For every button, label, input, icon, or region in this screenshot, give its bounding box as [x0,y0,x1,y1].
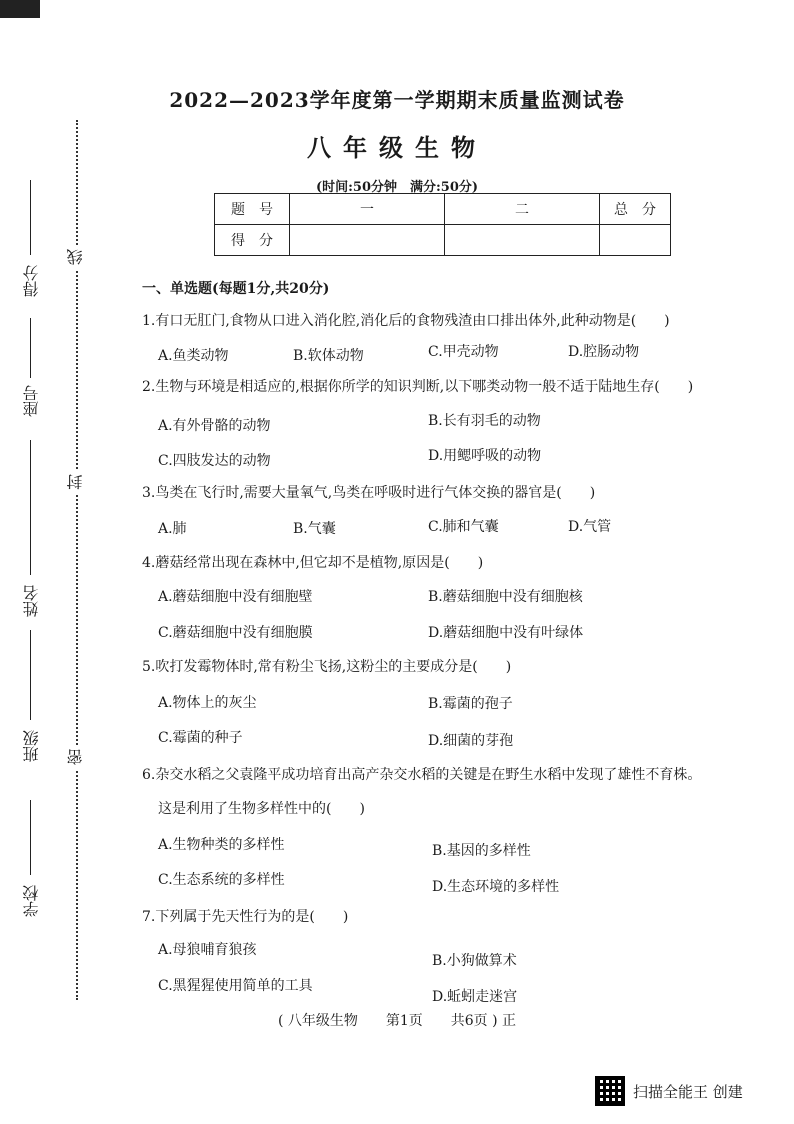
score-table-cell: 总 分 [600,194,671,225]
score-input-cell[interactable] [600,225,671,256]
option[interactable]: D.气管 [568,519,612,535]
option[interactable]: D.蘑菇细胞中没有叶绿体 [428,625,584,641]
section-title: 一、单选题(每题1分,共20分) [142,281,330,297]
seat-label: 座号 [22,385,41,417]
question-stem: 3.鸟类在飞行时,需要大量氧气,鸟类在呼吸时进行气体交换的器官是( ) [142,485,596,501]
seal-xian: 线 [64,245,87,269]
score-input-cell[interactable] [445,225,600,256]
option[interactable]: A.生物种类的多样性 [158,837,285,853]
option[interactable]: C.甲壳动物 [428,344,499,360]
option[interactable]: B.气囊 [293,521,336,537]
question-stem: 1.有口无肛门,食物从口进入消化腔,消化后的食物残渣由口排出体外,此种动物是( ) [142,313,670,329]
seal-feng: 封 [64,470,87,494]
option[interactable]: B.霉菌的孢子 [428,696,513,712]
option[interactable]: C.黑猩猩使用简单的工具 [158,978,313,994]
seal-mi: 密 [64,745,87,769]
qr-code-icon [595,1076,625,1106]
page-footer: ( 八年级生物 第1页 共6页 ) 正 [277,1013,517,1029]
option[interactable]: C.生态系统的多样性 [158,872,285,888]
option[interactable]: B.蘑菇细胞中没有细胞核 [428,589,583,605]
school-blank[interactable] [30,800,31,875]
score-table-cell: 二 [445,194,600,225]
option[interactable]: C.霉菌的种子 [158,730,243,746]
score-table [214,193,671,256]
option[interactable]: D.细菌的芽孢 [428,733,514,749]
question-stem: 4.蘑菇经常出现在森林中,但它却不是植物,原因是( ) [142,555,484,571]
scanner-watermark [595,1076,743,1106]
option[interactable]: A.母狼哺育狼孩 [158,942,257,958]
school-label: 学校 [22,885,41,917]
option[interactable]: C.四肢发达的动物 [158,453,271,469]
question-stem: 7.下列属于先天性行为的是( ) [142,909,349,925]
time-info: (时间:50分钟 满分:50分) [315,180,479,195]
class-label: 班级 [22,730,41,762]
name-label: 姓名 [22,585,41,617]
question-stem: 6.杂交水稻之父袁隆平成功培育出高产杂交水稻的关键是在野生水稻中发现了雄性不育株。 [142,767,702,783]
score-table-cell: 得 分 [215,225,290,256]
option[interactable]: C.肺和气囊 [428,519,499,535]
score-label: 得分 [22,265,41,297]
option[interactable]: A.肺 [158,521,187,537]
score-table-cell: 题 号 [215,194,290,225]
question-stem-continued: 这是利用了生物多样性中的( ) [158,801,365,817]
score-table-cell: 一 [290,194,445,225]
question-stem: 2.生物与环境是相适应的,根据你所学的知识判断,以下哪类动物一般不适于陆地生存( ) [142,379,694,395]
option[interactable]: B.软体动物 [293,348,364,364]
option[interactable]: D.生态环境的多样性 [432,879,560,895]
option[interactable]: A.有外骨骼的动物 [158,418,271,434]
option[interactable]: B.长有羽毛的动物 [428,413,541,429]
option[interactable]: D.腔肠动物 [568,344,640,360]
subject-title: 八年级生物 [307,133,487,162]
exam-title: 2022—2023学年度第一学期期末质量监测试卷 [169,88,625,112]
seat-blank[interactable] [30,318,31,378]
watermark-text: 扫描全能王 创建 [633,1082,743,1101]
option[interactable]: D.蚯蚓走迷宫 [432,989,518,1005]
class-blank[interactable] [30,630,31,720]
name-blank[interactable] [30,440,31,575]
option[interactable]: A.物体上的灰尘 [158,695,257,711]
option[interactable]: D.用鳃呼吸的动物 [428,448,542,464]
scan-corner-mark [0,0,40,18]
score-input-cell[interactable] [290,225,445,256]
option[interactable]: A.鱼类动物 [158,348,229,364]
score-table-header-row [215,194,671,225]
option[interactable]: C.蘑菇细胞中没有细胞膜 [158,625,313,641]
option[interactable]: B.基因的多样性 [432,843,531,859]
score-table-score-row [215,225,671,256]
option[interactable]: B.小狗做算术 [432,953,517,969]
option[interactable]: A.蘑菇细胞中没有细胞壁 [158,589,313,605]
question-stem: 5.吹打发霉物体时,常有粉尘飞扬,这粉尘的主要成分是( ) [142,659,512,675]
